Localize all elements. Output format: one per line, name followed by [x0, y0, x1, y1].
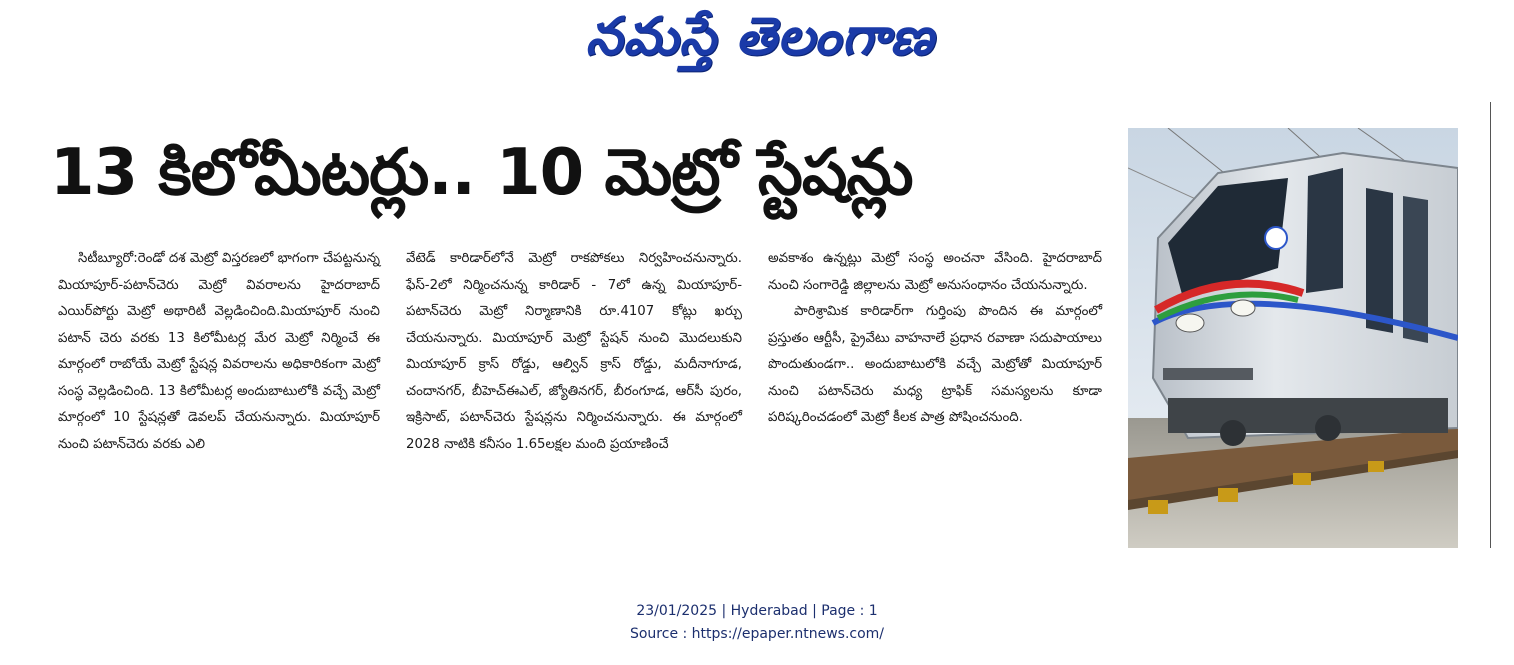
column1-paragraph: సిటీబ్యూరో:రెండో దశ మెట్రో విస్తరణలో భాగంగా చేపట్టనున్న మియాపూర్-పటాన్‌చెరు మెట్రో వివరాలను హైదరాబాద్ ఎయిర్‌పోర్టు మెట్రో అథారిటీ వెల్లడించింది.మియాపూర్ నుంచి పటాన్ చెరు వరకు 13 కిలోమీటర్ల మేర మెట్రో నిర్మించే ఈ మార్గంలో రాబోయే మెట్రో స్టేషన్ల వివరాలను అధికారికంగా మెట్రో సంస్థ వెల్లడించింది. 13 కిలోమీటర్ల అందుబాటులోకి వచ్చే మెట్రో మార్గంలో 10 స్టేషన్లతో డెవలప్ చేయనున్నారు. మియాపూర్ నుంచి పటాన్‌చెరు వరకు ఎలి [58, 251, 380, 452]
column3-paragraph-1: అవకాశం ఉన్నట్లు మెట్రో సంస్థ అంచనా వేసింది. హైదరాబాద్ నుంచి సంగారెడ్డి జిల్లాలను మెట్రో అనుసంధానం చేయనున్నారు. [768, 251, 1102, 293]
footer-source: Source : https://epaper.ntnews.com/ [629, 626, 885, 642]
column2-paragraph: వేటెడ్ కారిడార్‌లోనే మెట్రో రాకపోకలు నిర్వహించనున్నారు. ఫేస్-2లో నిర్మించనున్న కారిడార్ - 7లో ఉన్న మియాపూర్-పటాన్‌చెరు మెట్రో నిర్మాణానికి రూ.4107 కోట్లు ఖర్చు చేయనున్నారు. మియాపూర్ మెట్రో స్టేషన్ నుంచి మొదలుకుని మియాపూర్ క్రాస్ రోడ్డు, ఆల్విన్ క్రాస్ రోడ్డు, మదీనాగూడ, చందానగర్, బీహెచ్ఈఎల్, జ్యోతినగర్, బీరంగూడ, ఆర్‌సీ పురం, ఇక్రిసాట్, పటాన్‌చెరు స్టేషన్లను నిర్మించనున్నారు. ఈ మార్గంలో 2028 నాటికి కనీసం 1.65లక్షల మంది ప్రయాణించే [406, 251, 742, 452]
metro-train-photo [1128, 128, 1458, 548]
masthead-title: నమస్తే తెలంగాణ [585, 6, 935, 67]
headline: 13 కిలోమీటర్లు.. 10 మెట్రో స్టేషన్లు [50, 135, 913, 210]
article-column-1 [58, 246, 380, 458]
masthead [540, 8, 980, 78]
footer-dateline: 23/01/2025 | Hyderabad | Page : 1 [636, 603, 878, 619]
column3-paragraph-2: పారిశ్రామిక కారిడార్‌గా గుర్తింపు పొందిన ఈ మార్గంలో ప్రస్తుతం ఆర్టీసీ, ప్రైవేటు వాహనాలే ప్రధాన రవాణా సదుపాయాలు పొందుతుండగా.. అందుబాటులోకి వచ్చే మెట్రోతో మియాపూర్ నుంచి పటాన్‌చెరు మధ్య ట్రాఫిక్ సమస్యలను కూడా పరిష్కరించడంలో మెట్రో కీలక పాత్ర పోషించనుంది. [768, 304, 1102, 425]
article-column-2 [406, 246, 742, 458]
column-rule [1490, 102, 1491, 548]
article-column-3 [768, 246, 1102, 432]
